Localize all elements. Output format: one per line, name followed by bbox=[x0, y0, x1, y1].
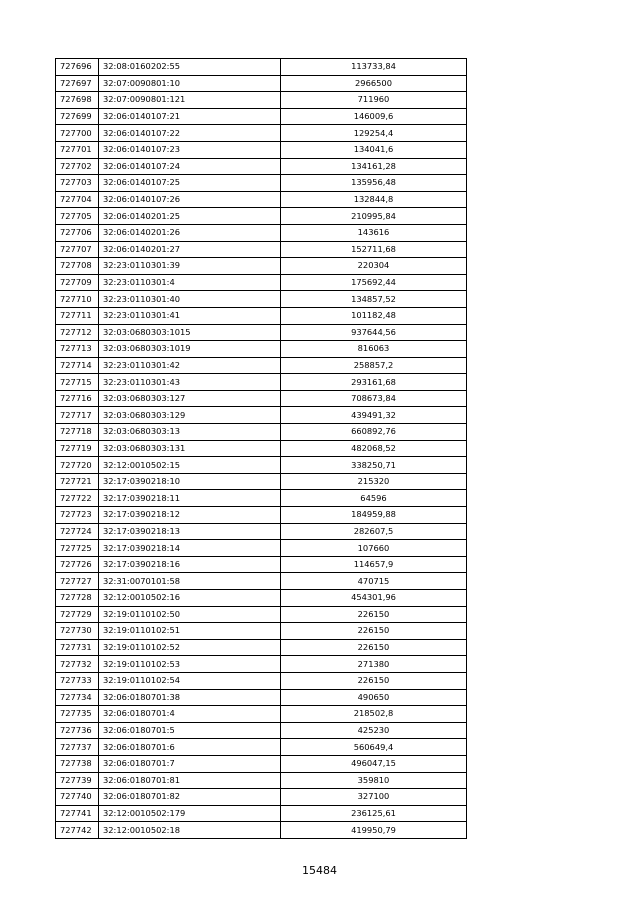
cadastral-number-cell: 32:07:0090801:121 bbox=[99, 92, 281, 109]
row-id-cell: 727740 bbox=[56, 789, 99, 806]
table-row bbox=[56, 656, 467, 673]
value-cell: 293161,68 bbox=[281, 374, 467, 391]
row-id-cell: 727697 bbox=[56, 75, 99, 92]
row-id-cell: 727707 bbox=[56, 241, 99, 258]
row-id-cell: 727719 bbox=[56, 440, 99, 457]
cadastral-number-cell: 32:23:0110301:4 bbox=[99, 274, 281, 291]
row-id-cell: 727726 bbox=[56, 556, 99, 573]
cadastral-number-cell: 32:06:0180701:6 bbox=[99, 739, 281, 756]
value-cell: 64596 bbox=[281, 490, 467, 507]
table-row bbox=[56, 191, 467, 208]
row-id-cell: 727730 bbox=[56, 623, 99, 640]
value-cell: 2966500 bbox=[281, 75, 467, 92]
row-id-cell: 727721 bbox=[56, 473, 99, 490]
row-id-cell: 727718 bbox=[56, 424, 99, 441]
row-id-cell: 727708 bbox=[56, 258, 99, 275]
value-cell: 226150 bbox=[281, 639, 467, 656]
row-id-cell: 727709 bbox=[56, 274, 99, 291]
row-id-cell: 727698 bbox=[56, 92, 99, 109]
table-row bbox=[56, 540, 467, 557]
row-id-cell: 727731 bbox=[56, 639, 99, 656]
cadastral-number-cell: 32:06:0140107:22 bbox=[99, 125, 281, 142]
value-cell: 338250,71 bbox=[281, 457, 467, 474]
table-row bbox=[56, 141, 467, 158]
table-row bbox=[56, 341, 467, 358]
cadastral-number-cell: 32:06:0140201:26 bbox=[99, 224, 281, 241]
cadastral-number-cell: 32:17:0390218:14 bbox=[99, 540, 281, 557]
cadastral-number-cell: 32:06:0180701:81 bbox=[99, 772, 281, 789]
value-cell: 236125,61 bbox=[281, 805, 467, 822]
table-row bbox=[56, 75, 467, 92]
row-id-cell: 727734 bbox=[56, 689, 99, 706]
cadastral-number-cell: 32:06:0140107:24 bbox=[99, 158, 281, 175]
value-cell: 218502,8 bbox=[281, 706, 467, 723]
cadastral-number-cell: 32:17:0390218:16 bbox=[99, 556, 281, 573]
cadastral-number-cell: 32:23:0110301:41 bbox=[99, 307, 281, 324]
row-id-cell: 727742 bbox=[56, 822, 99, 839]
cadastral-number-cell: 32:06:0140107:26 bbox=[99, 191, 281, 208]
cadastral-number-cell: 32:06:0180701:4 bbox=[99, 706, 281, 723]
value-cell: 490650 bbox=[281, 689, 467, 706]
cadastral-number-cell: 32:17:0390218:11 bbox=[99, 490, 281, 507]
table-row bbox=[56, 424, 467, 441]
table-row bbox=[56, 789, 467, 806]
cadastral-number-cell: 32:06:0180701:82 bbox=[99, 789, 281, 806]
value-cell: 107660 bbox=[281, 540, 467, 557]
row-id-cell: 727733 bbox=[56, 672, 99, 689]
cadastral-number-cell: 32:06:0140107:25 bbox=[99, 175, 281, 192]
cadastral-number-cell: 32:31:0070101:58 bbox=[99, 573, 281, 590]
row-id-cell: 727699 bbox=[56, 108, 99, 125]
value-cell: 132844,8 bbox=[281, 191, 467, 208]
value-cell: 937644,56 bbox=[281, 324, 467, 341]
table-row bbox=[56, 59, 467, 76]
cadastral-table bbox=[55, 58, 467, 839]
value-cell: 226150 bbox=[281, 606, 467, 623]
row-id-cell: 727696 bbox=[56, 59, 99, 76]
value-cell: 184959,88 bbox=[281, 507, 467, 524]
cadastral-number-cell: 32:23:0110301:42 bbox=[99, 357, 281, 374]
table-row bbox=[56, 457, 467, 474]
row-id-cell: 727711 bbox=[56, 307, 99, 324]
row-id-cell: 727724 bbox=[56, 523, 99, 540]
page-number: 15484 bbox=[302, 864, 337, 877]
row-id-cell: 727725 bbox=[56, 540, 99, 557]
table-row bbox=[56, 108, 467, 125]
table-row bbox=[56, 175, 467, 192]
cadastral-number-cell: 32:19:0110102:53 bbox=[99, 656, 281, 673]
cadastral-number-cell: 32:17:0390218:13 bbox=[99, 523, 281, 540]
cadastral-number-cell: 32:17:0390218:12 bbox=[99, 507, 281, 524]
table-row bbox=[56, 623, 467, 640]
row-id-cell: 727713 bbox=[56, 341, 99, 358]
table-row bbox=[56, 507, 467, 524]
table-row bbox=[56, 291, 467, 308]
table-row bbox=[56, 822, 467, 839]
value-cell: 708673,84 bbox=[281, 390, 467, 407]
cadastral-number-cell: 32:23:0110301:39 bbox=[99, 258, 281, 275]
value-cell: 114657,9 bbox=[281, 556, 467, 573]
value-cell: 101182,48 bbox=[281, 307, 467, 324]
value-cell: 134857,52 bbox=[281, 291, 467, 308]
table-row bbox=[56, 706, 467, 723]
cadastral-number-cell: 32:12:0010502:18 bbox=[99, 822, 281, 839]
value-cell: 146009,6 bbox=[281, 108, 467, 125]
cadastral-number-cell: 32:19:0110102:51 bbox=[99, 623, 281, 640]
row-id-cell: 727700 bbox=[56, 125, 99, 142]
value-cell: 425230 bbox=[281, 722, 467, 739]
value-cell: 711960 bbox=[281, 92, 467, 109]
value-cell: 143616 bbox=[281, 224, 467, 241]
row-id-cell: 727729 bbox=[56, 606, 99, 623]
row-id-cell: 727741 bbox=[56, 805, 99, 822]
row-id-cell: 727712 bbox=[56, 324, 99, 341]
value-cell: 152711,68 bbox=[281, 241, 467, 258]
cadastral-number-cell: 32:06:0140201:25 bbox=[99, 208, 281, 225]
value-cell: 226150 bbox=[281, 623, 467, 640]
value-cell: 220304 bbox=[281, 258, 467, 275]
table-row bbox=[56, 258, 467, 275]
value-cell: 135956,48 bbox=[281, 175, 467, 192]
table-row bbox=[56, 689, 467, 706]
value-cell: 134161,28 bbox=[281, 158, 467, 175]
value-cell: 226150 bbox=[281, 672, 467, 689]
table-row bbox=[56, 755, 467, 772]
value-cell: 660892,76 bbox=[281, 424, 467, 441]
cadastral-number-cell: 32:06:0140107:21 bbox=[99, 108, 281, 125]
cadastral-number-cell: 32:08:0160202:55 bbox=[99, 59, 281, 76]
table-row bbox=[56, 473, 467, 490]
value-cell: 282607,5 bbox=[281, 523, 467, 540]
cadastral-number-cell: 32:17:0390218:10 bbox=[99, 473, 281, 490]
value-cell: 271380 bbox=[281, 656, 467, 673]
value-cell: 215320 bbox=[281, 473, 467, 490]
row-id-cell: 727722 bbox=[56, 490, 99, 507]
table-row bbox=[56, 573, 467, 590]
table-row bbox=[56, 374, 467, 391]
table-row bbox=[56, 407, 467, 424]
cadastral-number-cell: 32:19:0110102:52 bbox=[99, 639, 281, 656]
table-row bbox=[56, 606, 467, 623]
table-body bbox=[56, 59, 467, 839]
value-cell: 560649,4 bbox=[281, 739, 467, 756]
row-id-cell: 727714 bbox=[56, 357, 99, 374]
cadastral-number-cell: 32:12:0010502:16 bbox=[99, 590, 281, 607]
row-id-cell: 727723 bbox=[56, 507, 99, 524]
cadastral-number-cell: 32:03:0680303:131 bbox=[99, 440, 281, 457]
table-row bbox=[56, 158, 467, 175]
table-row bbox=[56, 772, 467, 789]
table-row bbox=[56, 639, 467, 656]
table-row bbox=[56, 357, 467, 374]
row-id-cell: 727705 bbox=[56, 208, 99, 225]
value-cell: 482068,52 bbox=[281, 440, 467, 457]
table-row bbox=[56, 672, 467, 689]
cadastral-number-cell: 32:12:0010502:179 bbox=[99, 805, 281, 822]
row-id-cell: 727736 bbox=[56, 722, 99, 739]
table-row bbox=[56, 92, 467, 109]
table-row bbox=[56, 307, 467, 324]
row-id-cell: 727720 bbox=[56, 457, 99, 474]
value-cell: 258857,2 bbox=[281, 357, 467, 374]
value-cell: 454301,96 bbox=[281, 590, 467, 607]
table-row bbox=[56, 208, 467, 225]
row-id-cell: 727706 bbox=[56, 224, 99, 241]
row-id-cell: 727717 bbox=[56, 407, 99, 424]
row-id-cell: 727738 bbox=[56, 755, 99, 772]
cadastral-number-cell: 32:03:0680303:129 bbox=[99, 407, 281, 424]
table-row bbox=[56, 490, 467, 507]
cadastral-number-cell: 32:23:0110301:40 bbox=[99, 291, 281, 308]
cadastral-number-cell: 32:07:0090801:10 bbox=[99, 75, 281, 92]
row-id-cell: 727732 bbox=[56, 656, 99, 673]
value-cell: 327100 bbox=[281, 789, 467, 806]
table-row bbox=[56, 805, 467, 822]
cadastral-number-cell: 32:06:0180701:7 bbox=[99, 755, 281, 772]
value-cell: 134041,6 bbox=[281, 141, 467, 158]
table-row bbox=[56, 722, 467, 739]
value-cell: 470715 bbox=[281, 573, 467, 590]
row-id-cell: 727727 bbox=[56, 573, 99, 590]
row-id-cell: 727735 bbox=[56, 706, 99, 723]
table-row bbox=[56, 241, 467, 258]
table-row bbox=[56, 440, 467, 457]
table-row bbox=[56, 590, 467, 607]
table-row bbox=[56, 739, 467, 756]
row-id-cell: 727703 bbox=[56, 175, 99, 192]
value-cell: 113733,84 bbox=[281, 59, 467, 76]
value-cell: 359810 bbox=[281, 772, 467, 789]
table-row bbox=[56, 390, 467, 407]
row-id-cell: 727715 bbox=[56, 374, 99, 391]
table-row bbox=[56, 324, 467, 341]
value-cell: 175692,44 bbox=[281, 274, 467, 291]
value-cell: 439491,32 bbox=[281, 407, 467, 424]
cadastral-number-cell: 32:06:0180701:38 bbox=[99, 689, 281, 706]
value-cell: 816063 bbox=[281, 341, 467, 358]
cadastral-number-cell: 32:06:0140201:27 bbox=[99, 241, 281, 258]
cadastral-number-cell: 32:03:0680303:127 bbox=[99, 390, 281, 407]
row-id-cell: 727716 bbox=[56, 390, 99, 407]
cadastral-number-cell: 32:23:0110301:43 bbox=[99, 374, 281, 391]
value-cell: 129254,4 bbox=[281, 125, 467, 142]
value-cell: 210995,84 bbox=[281, 208, 467, 225]
cadastral-number-cell: 32:03:0680303:1015 bbox=[99, 324, 281, 341]
row-id-cell: 727702 bbox=[56, 158, 99, 175]
cadastral-number-cell: 32:19:0110102:50 bbox=[99, 606, 281, 623]
row-id-cell: 727739 bbox=[56, 772, 99, 789]
row-id-cell: 727728 bbox=[56, 590, 99, 607]
table-row bbox=[56, 556, 467, 573]
row-id-cell: 727710 bbox=[56, 291, 99, 308]
row-id-cell: 727701 bbox=[56, 141, 99, 158]
table-row bbox=[56, 274, 467, 291]
cadastral-number-cell: 32:12:0010502:15 bbox=[99, 457, 281, 474]
row-id-cell: 727737 bbox=[56, 739, 99, 756]
table-row bbox=[56, 523, 467, 540]
value-cell: 496047,15 bbox=[281, 755, 467, 772]
cadastral-number-cell: 32:06:0140107:23 bbox=[99, 141, 281, 158]
cadastral-number-cell: 32:06:0180701:5 bbox=[99, 722, 281, 739]
cadastral-number-cell: 32:03:0680303:13 bbox=[99, 424, 281, 441]
row-id-cell: 727704 bbox=[56, 191, 99, 208]
value-cell: 419950,79 bbox=[281, 822, 467, 839]
cadastral-number-cell: 32:03:0680303:1019 bbox=[99, 341, 281, 358]
cadastral-number-cell: 32:19:0110102:54 bbox=[99, 672, 281, 689]
table-row bbox=[56, 224, 467, 241]
table-row bbox=[56, 125, 467, 142]
